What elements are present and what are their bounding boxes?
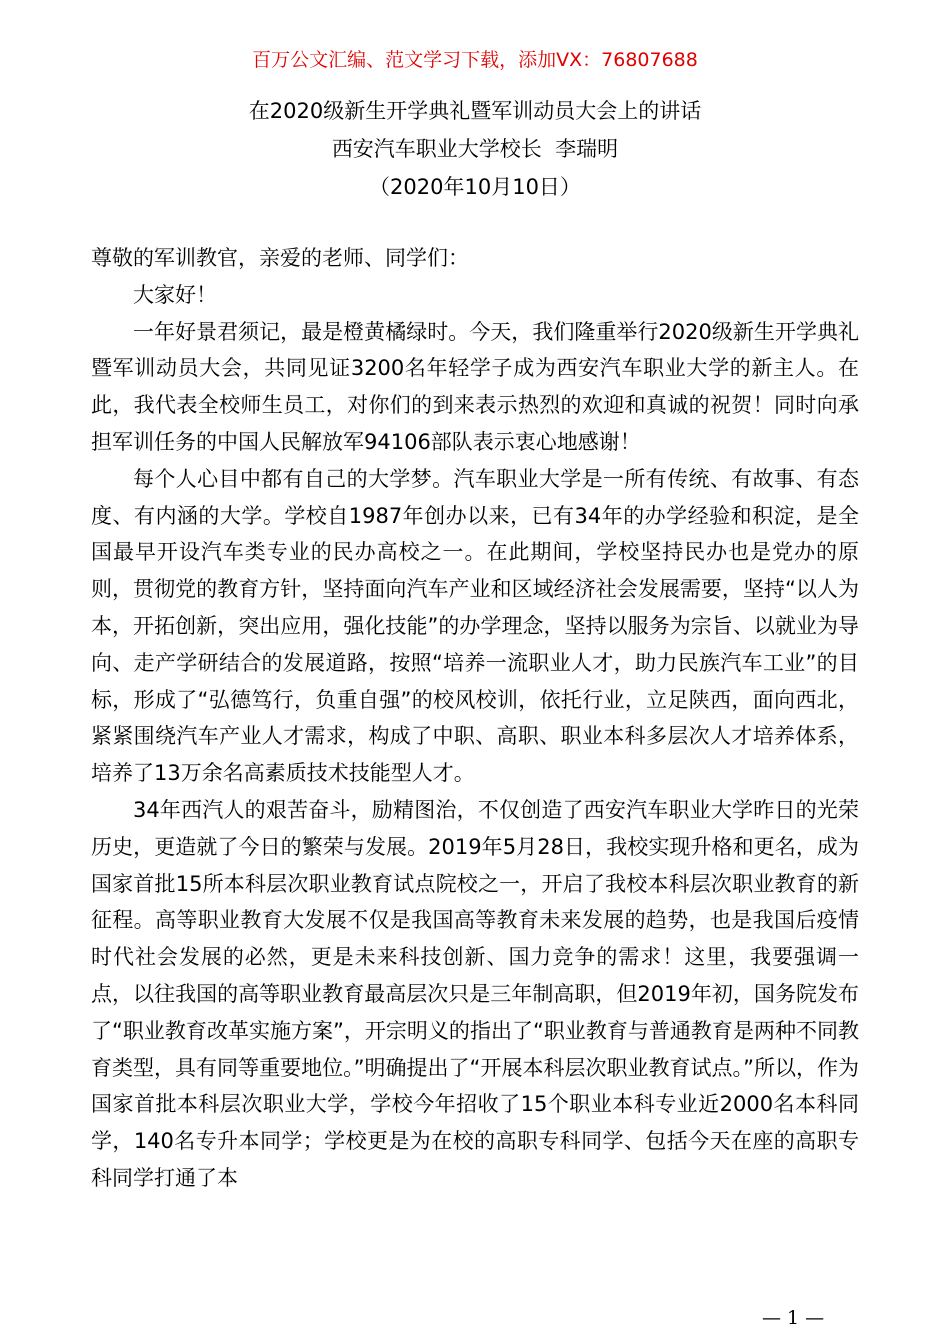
speech-date: （2020年10月10日）	[369, 175, 581, 199]
greeting: 大家好！	[133, 282, 217, 307]
paragraph-2: 每个人心目中都有自己的大学梦。汽车职业大学是一所有传统、有故事、有态度、有内涵的大学。学校自1987年创办以来，已有34年的办学经验和积淀，是全国最早开设汽车类专业的民办高校之一。在此期间，学校坚持民办也是党办的原则，贯彻党的教育方针，坚持面向汽车产业和区域经济社会发展需要，坚持“以人为本，开拓创新，突出应用，强化技能”的办学理念，坚持以服务为宗旨、以就业为导向、走产学研结合的发展道路，按照“培养一流职业人才，助力民族汽车工业”的目标，形成了“弘德笃行，负重自强”的校风校训，依托行业，立足陕西，面向西北，紧紧围绕汽车产业人才需求，构成了中职、高职、职业本科多层次人才培养体系，培养了13万余名高素质技术技能型人才。	[91, 466, 859, 786]
paragraph-1: 一年好景君须记，最是橙黄橘绿时。今天，我们隆重举行2020级新生开学典礼暨军训动员大会，共同见证3200名年轻学子成为西安汽车职业大学的新主人。在此，我代表全校师生员工，对你们的到来表示热烈的欢迎和真诚的祝贺！同时向承担军训任务的中国人民解放军94106部队表示衷心地感谢！	[91, 319, 859, 454]
salutation: 尊敬的军训教官，亲爱的老师、同学们：	[91, 246, 469, 270]
paragraph-3: 34年西汽人的艰苦奋斗，励精图治，不仅创造了西安汽车职业大学昨日的光荣历史，更造就了今日的繁荣与发展。2019年5月28日，我校实现升格和更名，成为国家首批15所本科层次职业教育试点院校之一，开启了我校本科层次职业教育的新征程。高等职业教育大发展不仅是我国高等教育未来发展的趋势，也是我国后疫情时代社会发展的必然，更是未来科技创新、国力竞争的需求！这里，我要强调一点，以往我国的高等职业教育最高层次只是三年制高职，但2019年初，国务院发布了“职业教育改革实施方案”，开宗明义的指出了“职业教育与普通教育是两种不同教育类型，具有同等重要地位。”明确提出了“开展本科层次职业教育试点。”所以，作为国家首批本科层次职业大学，学校今年招收了15个职业本科专业近2000名本科同学，140名专升本同学；学校更是为在校的高职专科同学、包括今天在座的高职专科同学打通了本	[91, 797, 859, 1190]
watermark-banner: 百万公文汇编、范文学习下载，添加VX：76807688	[252, 49, 698, 71]
page-number: — 1 —	[762, 1307, 825, 1329]
speaker-line: 西安汽车职业大学校长 李瑞明	[331, 137, 619, 161]
speech-title: 在2020级新生开学典礼暨军训动员大会上的讲话	[248, 99, 702, 123]
speech-body	[91, 240, 859, 1197]
